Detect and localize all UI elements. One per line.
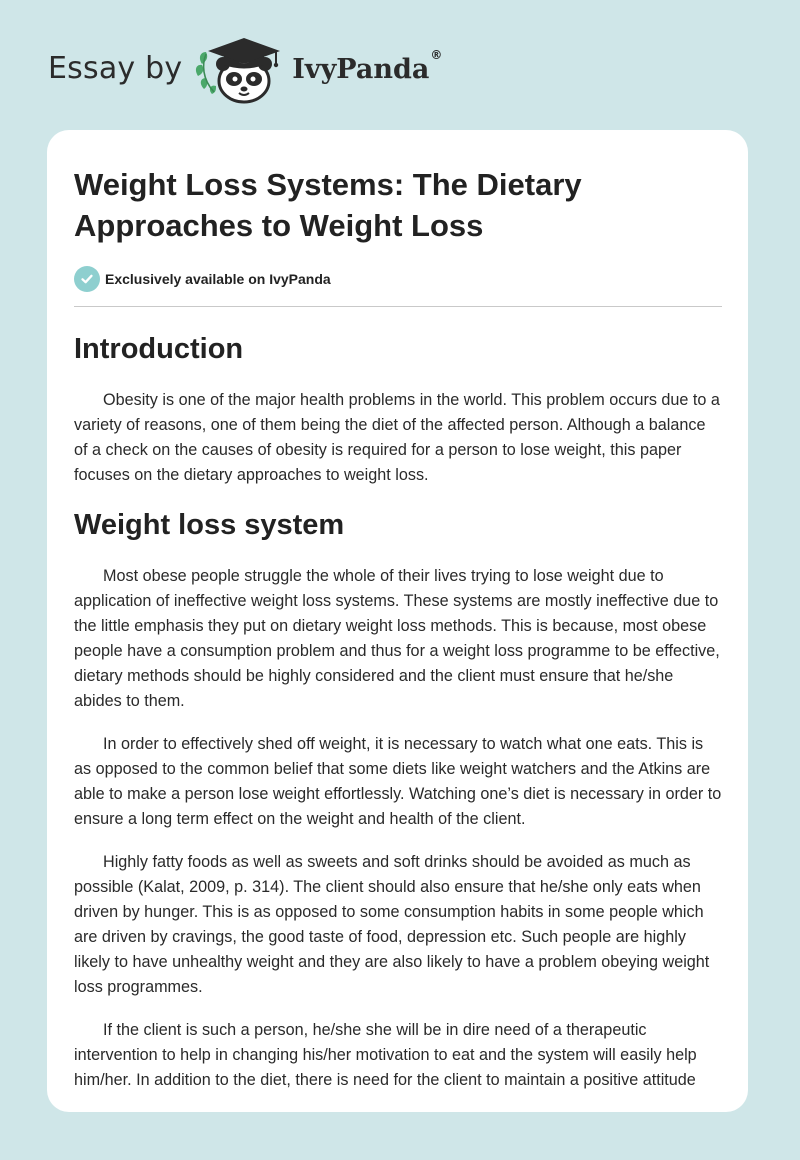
paragraph: If the client is such a person, he/she she will be in dire need of a therapeutic intervention to help in changing his/her motivation to eat and the system will easily help him/her. In addition to the diet, there is need for the client to maintain a positive attitude [74, 1021, 697, 1089]
paragraph: In order to effectively shed off weight, it is necessary to watch what one eats. This is as opposed to the common belief that some diets like weight watchers and the Atkins are able to make a person lose weight effortlessly. Watching one’s diet is necessary in order to ensure a long term effect on the weight and health of the client. [74, 735, 722, 828]
brand-name-text: IvyPanda [292, 53, 430, 85]
essay-card [47, 130, 748, 1112]
section-weight-loss-system [74, 507, 722, 1093]
panda-graduation-cap-icon [194, 34, 286, 106]
title-divider [74, 306, 722, 307]
registered-mark: ® [430, 47, 443, 62]
section-introduction [74, 331, 722, 488]
essay-by-label: Essay by [48, 50, 183, 86]
essay-title: Weight Loss Systems: The Dietary Approaches to Weight Loss [74, 167, 582, 243]
checkmark-icon [74, 266, 100, 292]
paragraph: Highly fatty foods as well as sweets and soft drinks should be avoided as much as possible (Kalat, 2009, p. 314). The client should also ensure that he/she only eats when driven by hunger. This is as opposed to some consumption habits in some people which are driven by cravings, the good taste of food, depression etc. Such people are highly likely to have unhealthy weight and they are also likely to have a problem obeying weight loss programmes. [74, 853, 710, 996]
section-heading: Weight loss system [74, 509, 345, 541]
site-header [48, 34, 442, 106]
paragraph: Obesity is one of the major health problems in the world. This problem occurs due to a variety of reasons, one of them being the diet of the affected person. Although a balance of a check on the causes of obesity is required for a person to lose weight, this paper focuses on the dietary approaches to weight loss. [74, 391, 720, 484]
section-heading: Introduction [74, 333, 244, 365]
exclusive-badge [74, 266, 722, 292]
exclusive-badge-text: Exclusively available on IvyPanda [105, 271, 331, 287]
ivypanda-logo-link[interactable] [194, 34, 442, 106]
paragraph: Most obese people struggle the whole of their lives trying to lose weight due to application of ineffective weight loss systems. These systems are mostly ineffective due to the little emphasis they put on dietary weight loss methods. This is because, most obese people have a consumption problem and thus for a weight loss programme to be effective, dietary methods should be highly considered and the client must ensure that he/she abides to them. [74, 567, 720, 710]
ivypanda-wordmark [292, 47, 443, 85]
